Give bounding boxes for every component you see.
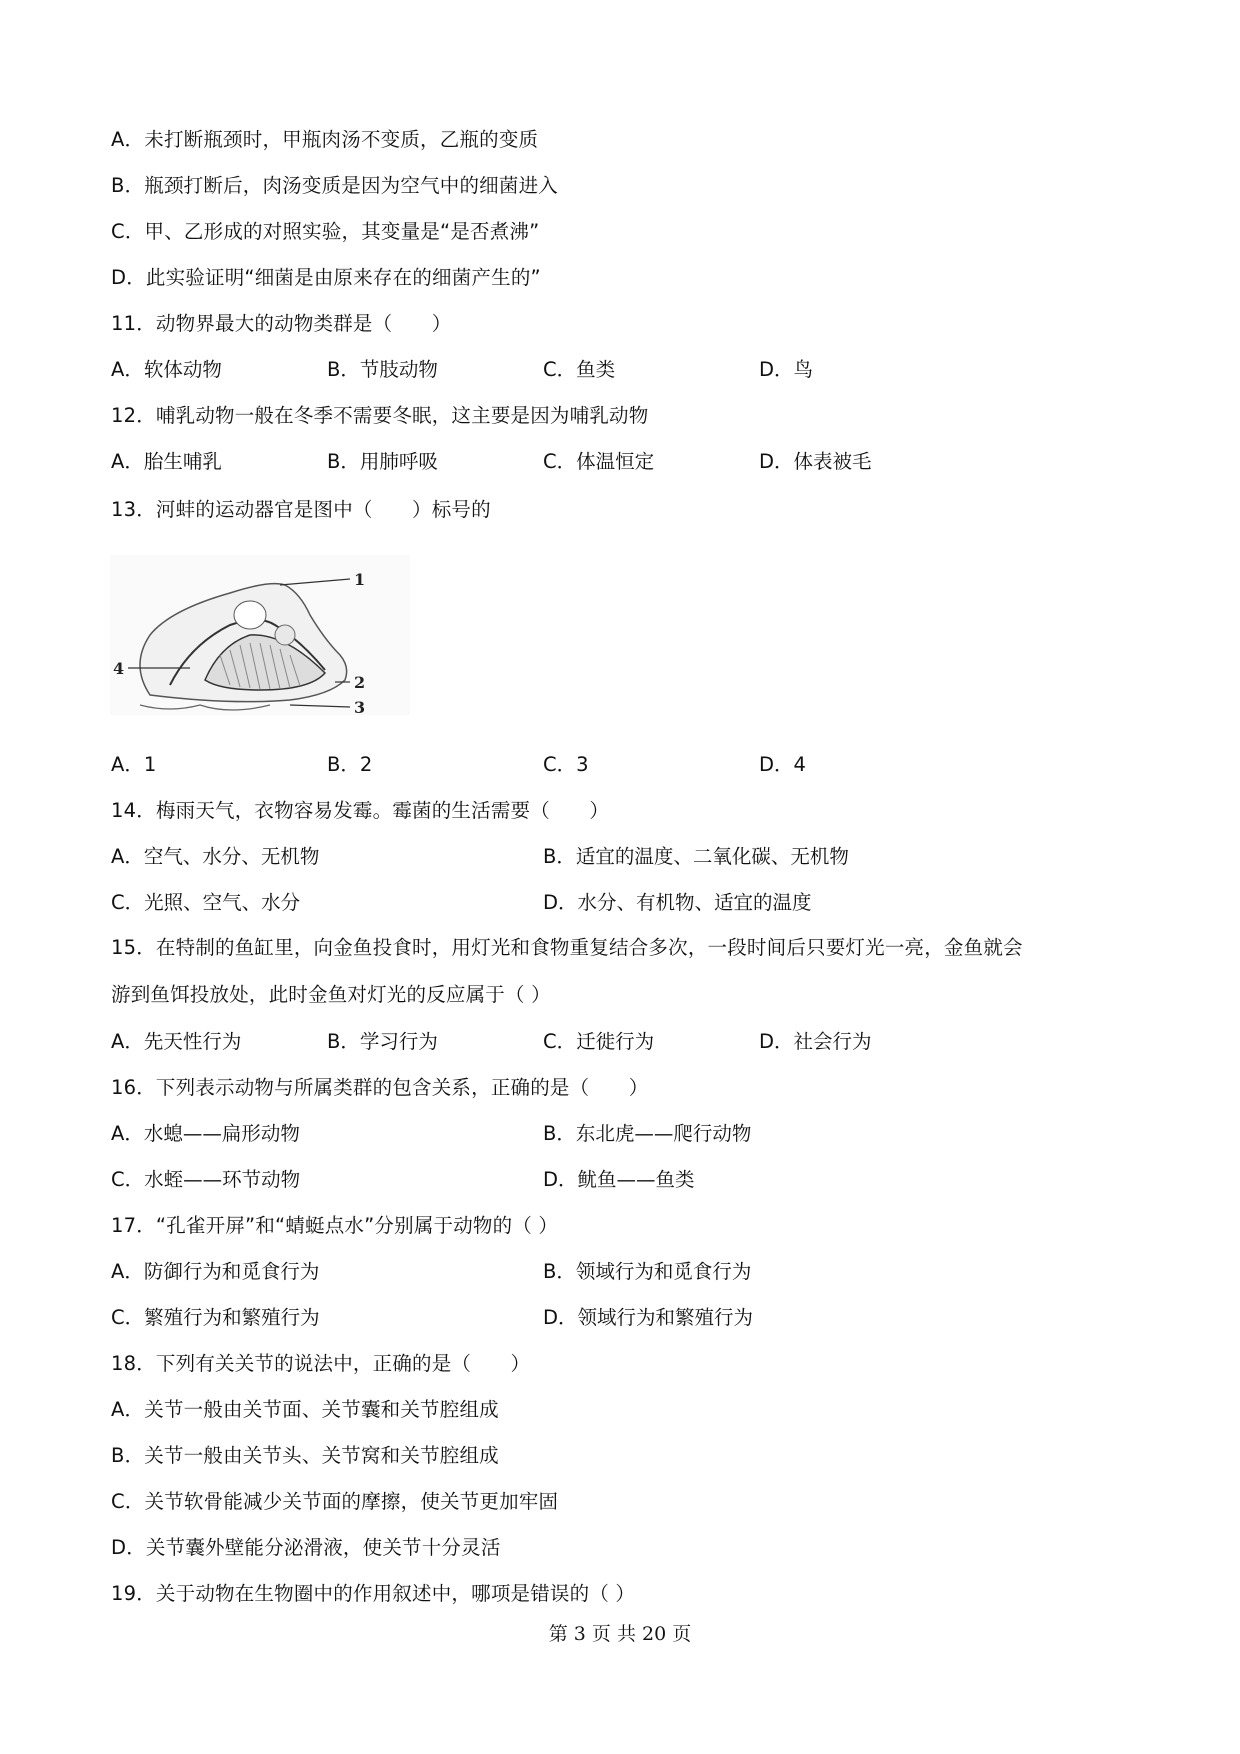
q14-option-c: C．光照、空气、水分 xyxy=(111,891,301,914)
q10-option-a: A．未打断瓶颈时，甲瓶肉汤不变质，乙瓶的变质 xyxy=(111,128,539,151)
q11-option-a: A．软体动物 xyxy=(111,358,222,381)
q12-stem: 12．哺乳动物一般在冬季不需要冬眠，这主要是因为哺乳动物 xyxy=(111,404,649,427)
mussel-diagram-icon xyxy=(110,555,410,715)
q12-option-c: C．体温恒定 xyxy=(543,450,655,473)
q11-option-b: B．节肢动物 xyxy=(327,358,438,381)
q18-option-c: C．关节软骨能减少关节面的摩擦，使关节更加牢固 xyxy=(111,1490,559,1513)
q11-option-d: D．鸟 xyxy=(759,358,814,381)
q13-option-c: C．3 xyxy=(543,753,589,776)
q18-option-b: B．关节一般由关节头、关节窝和关节腔组成 xyxy=(111,1444,499,1467)
q18-option-a: A．关节一般由关节面、关节囊和关节腔组成 xyxy=(111,1398,499,1421)
q19-stem: 19．关于动物在生物圈中的作用叙述中，哪项是错误的（ ） xyxy=(111,1582,636,1605)
q17-option-c: C．繁殖行为和繁殖行为 xyxy=(111,1306,320,1329)
q15-option-c: C．迁徙行为 xyxy=(543,1030,655,1053)
q10-option-c: C．甲、乙形成的对照实验，其变量是“是否煮沸” xyxy=(111,220,540,243)
q13-option-a: A．1 xyxy=(111,753,157,776)
q16-stem: 16．下列表示动物与所属类群的包含关系，正确的是（ ） xyxy=(111,1076,649,1099)
q10-option-b: B．瓶颈打断后，肉汤变质是因为空气中的细菌进入 xyxy=(111,174,558,197)
q15-option-b: B．学习行为 xyxy=(327,1030,438,1053)
q15-option-a: A．先天性行为 xyxy=(111,1030,242,1053)
svg-text:2: 2 xyxy=(354,673,366,692)
q12-option-b: B．用肺呼吸 xyxy=(327,450,438,473)
q14-stem: 14．梅雨天气，衣物容易发霉。霉菌的生活需要（ ） xyxy=(111,799,610,822)
q15-stem-line1: 15．在特制的鱼缸里，向金鱼投食时，用灯光和食物重复结合多次，一段时间后只要灯光一亮，金鱼就会 xyxy=(111,936,1023,959)
q17-option-b: B．领域行为和觅食行为 xyxy=(543,1260,752,1283)
q11-stem: 11．动物界最大的动物类群是（ ） xyxy=(111,312,452,335)
q15-option-d: D．社会行为 xyxy=(759,1030,872,1053)
q13-stem: 13．河蚌的运动器官是图中（ ）标号的 xyxy=(111,498,491,521)
q10-option-d: D．此实验证明“细菌是由原来存在的细菌产生的” xyxy=(111,266,541,289)
q16-option-c: C．水蛭——环节动物 xyxy=(111,1168,301,1191)
q18-stem: 18．下列有关关节的说法中，正确的是（ ） xyxy=(111,1352,531,1375)
q14-option-a: A．空气、水分、无机物 xyxy=(111,845,320,868)
q17-option-d: D．领域行为和繁殖行为 xyxy=(543,1306,754,1329)
q17-stem: 17．“孔雀开屏”和“蜻蜓点水”分别属于动物的（ ） xyxy=(111,1214,559,1237)
q16-option-d: D．鱿鱼——鱼类 xyxy=(543,1168,695,1191)
q13-option-d: D．4 xyxy=(759,753,806,776)
svg-text:4: 4 xyxy=(113,659,125,678)
q12-option-a: A．胎生哺乳 xyxy=(111,450,222,473)
mussel-anatomy-figure xyxy=(110,555,410,715)
q12-option-d: D．体表被毛 xyxy=(759,450,872,473)
q14-option-d: D．水分、有机物、适宜的温度 xyxy=(543,891,812,914)
q18-option-d: D．关节囊外壁能分泌滑液，使关节十分灵活 xyxy=(111,1536,501,1559)
q15-stem-line2: 游到鱼饵投放处，此时金鱼对灯光的反应属于（ ） xyxy=(111,983,551,1006)
page-number-footer: 第 3 页 共 20 页 xyxy=(548,1623,692,1645)
svg-text:1: 1 xyxy=(354,570,366,589)
q13-option-b: B．2 xyxy=(327,753,373,776)
q17-option-a: A．防御行为和觅食行为 xyxy=(111,1260,320,1283)
svg-text:3: 3 xyxy=(354,698,366,715)
q14-option-b: B．适宜的温度、二氧化碳、无机物 xyxy=(543,845,849,868)
q16-option-b: B．东北虎——爬行动物 xyxy=(543,1122,752,1145)
q16-option-a: A．水螅——扁形动物 xyxy=(111,1122,300,1145)
q11-option-c: C．鱼类 xyxy=(543,358,616,381)
